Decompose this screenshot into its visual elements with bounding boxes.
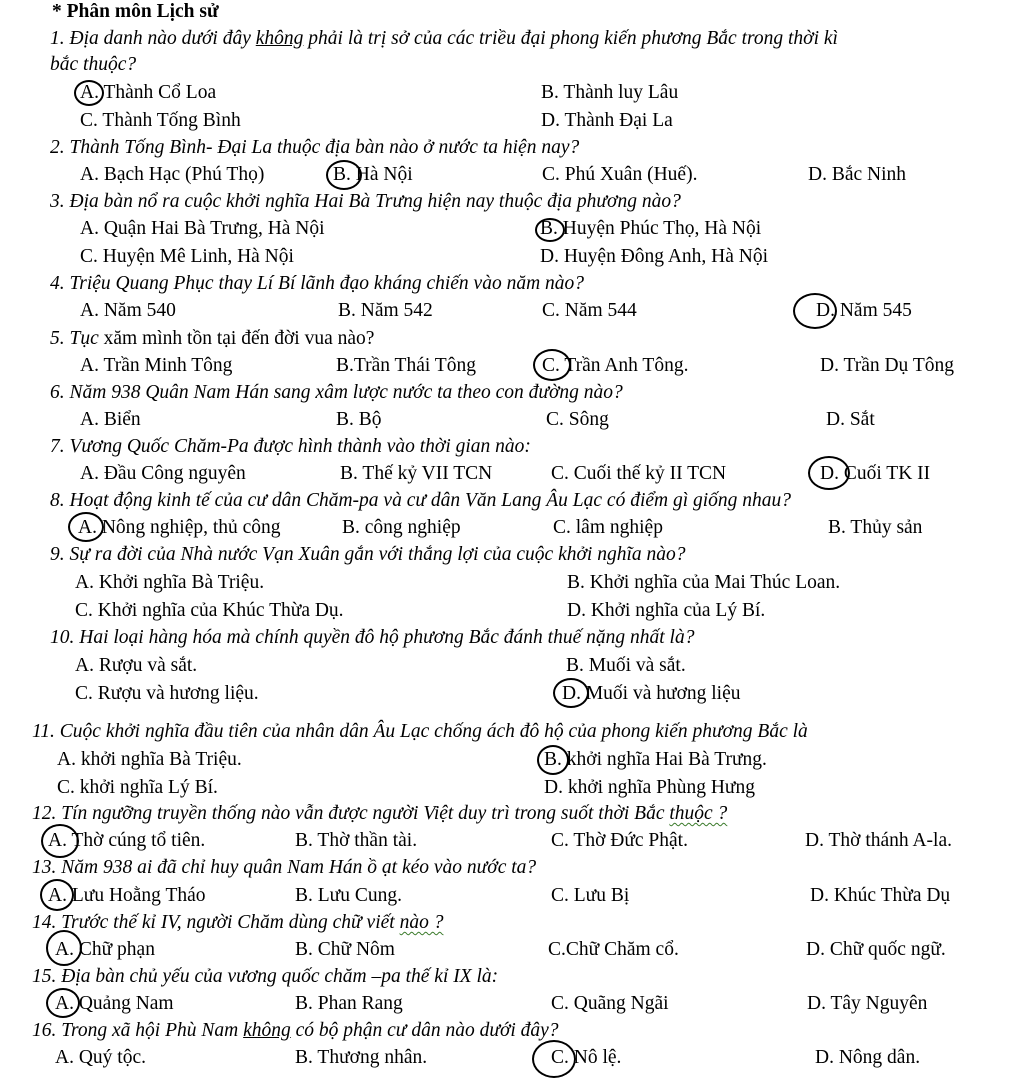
- answer-circle-q15: [46, 988, 80, 1018]
- q13-option-a[interactable]: A. Lưu Hoằng Tháo: [48, 885, 206, 906]
- q14-option-c[interactable]: C.Chữ Chăm cổ.: [548, 939, 679, 960]
- q13-option-d[interactable]: D. Khúc Thừa Dụ: [810, 885, 951, 906]
- q9-option-c[interactable]: C. Khởi nghĩa của Khúc Thừa Dụ.: [75, 600, 344, 621]
- q1-option-d[interactable]: D. Thành Đại La: [541, 110, 673, 131]
- answer-circle-q8: [68, 512, 104, 542]
- answer-circle-q12: [41, 824, 79, 858]
- q8-option-b[interactable]: B. công nghiệp: [342, 517, 461, 538]
- question-1-text-cont: bắc thuộc?: [50, 54, 137, 75]
- q16-option-d[interactable]: D. Nông dân.: [815, 1047, 921, 1068]
- q14-text: 14. Trước thế kỉ IV, người Chăm dùng chữ viết: [32, 912, 400, 933]
- q6-option-c[interactable]: C. Sông: [546, 409, 609, 430]
- question-8-text: 8. Hoạt động kinh tế của cư dân Chăm-pa và cư dân Văn Lang Âu Lạc có điểm gì giống nhau?: [50, 490, 792, 511]
- q1-option-c[interactable]: C. Thành Tống Bình: [80, 110, 241, 131]
- q13-option-c[interactable]: C. Lưu Bị: [551, 885, 630, 906]
- q9-option-a[interactable]: A. Khởi nghĩa Bà Triệu.: [75, 572, 265, 593]
- q5-option-c[interactable]: C. Trần Anh Tông.: [542, 355, 689, 376]
- q14-option-a[interactable]: A. Chữ phạn: [55, 939, 155, 960]
- q14-option-b[interactable]: B. Chữ Nôm: [295, 939, 395, 960]
- q14-text-wavy: nào ?: [399, 912, 444, 933]
- q4-option-c[interactable]: C. Năm 544: [542, 300, 637, 321]
- q12-text-wavy: thuộc ?: [669, 803, 728, 824]
- q2-option-d[interactable]: D. Bắc Ninh: [808, 164, 907, 185]
- q16-text-underlined: không: [243, 1020, 291, 1041]
- q15-option-d[interactable]: D. Tây Nguyên: [807, 993, 928, 1014]
- q14-option-d[interactable]: D. Chữ quốc ngữ.: [806, 939, 946, 960]
- q4-option-a[interactable]: A. Năm 540: [80, 300, 176, 321]
- question-6-text: 6. Năm 938 Quân Nam Hán sang xâm lược nước ta theo con đường nào?: [50, 382, 623, 403]
- answer-circle-q4: [793, 293, 837, 329]
- q7-option-b[interactable]: B. Thế kỷ VII TCN: [340, 463, 493, 484]
- q5-text-rest: xăm mình tồn tại đến đời vua nào?: [98, 328, 375, 349]
- q9-option-b[interactable]: B. Khởi nghĩa của Mai Thúc Loan.: [567, 572, 841, 593]
- q1-text-underlined: không: [255, 28, 304, 49]
- q11-option-b[interactable]: B. khởi nghĩa Hai Bà Trưng.: [544, 749, 767, 770]
- q10-option-d[interactable]: D. Muối và hương liệu: [562, 683, 741, 704]
- answer-circle-q5: [533, 349, 571, 381]
- q15-option-a[interactable]: A. Quảng Nam: [55, 993, 174, 1014]
- q1-option-a[interactable]: A. Thành Cổ Loa: [80, 82, 217, 103]
- q6-option-a[interactable]: A. Biển: [80, 409, 141, 430]
- q1-option-b[interactable]: B. Thành luy Lâu: [541, 82, 679, 103]
- question-5-text: [50, 327, 374, 351]
- q2-option-b[interactable]: B. Hà Nội: [333, 164, 413, 185]
- q3-option-b[interactable]: B. Huyện Phúc Thọ, Hà Nội: [540, 218, 762, 239]
- q11-option-d[interactable]: D. khởi nghĩa Phùng Hưng: [544, 777, 756, 798]
- q8-option-d[interactable]: B. Thủy sản: [828, 517, 923, 538]
- answer-circle-q1: [74, 80, 104, 106]
- q12-option-a[interactable]: A. Thờ cúng tổ tiên.: [48, 830, 206, 851]
- q7-option-d[interactable]: D. Cuối TK II: [820, 463, 931, 484]
- answer-circle-q11: [537, 745, 569, 775]
- q10-option-b[interactable]: B. Muối và sắt.: [566, 655, 686, 676]
- q8-option-a[interactable]: A. Nông nghiệp, thủ công: [78, 517, 281, 538]
- question-11-text: 11. Cuộc khởi nghĩa đầu tiên của nhân dân Âu Lạc chống ách đô hộ của phong kiến phương Bắc là: [32, 721, 808, 742]
- q5-option-b[interactable]: B.Trần Thái Tông: [336, 355, 476, 376]
- q16-option-b[interactable]: B. Thương nhân.: [295, 1047, 428, 1068]
- q12-option-b[interactable]: B. Thờ thần tài.: [295, 830, 418, 851]
- q11-option-c[interactable]: C. khởi nghĩa Lý Bí.: [57, 777, 218, 798]
- q16-text-a: 16. Trong xã hội Phù Nam: [32, 1020, 244, 1041]
- q4-option-b[interactable]: B. Năm 542: [338, 300, 433, 321]
- question-16-text: [32, 1019, 559, 1043]
- question-7-text: 7. Vương Quốc Chăm-Pa được hình thành vào thời gian nào:: [50, 436, 531, 457]
- question-4-text: 4. Triệu Quang Phục thay Lí Bí lãnh đạo kháng chiến vào năm nào?: [50, 273, 585, 294]
- q6-option-b[interactable]: B. Bộ: [336, 409, 382, 430]
- q7-option-a[interactable]: A. Đầu Công nguyên: [80, 463, 246, 484]
- q4-option-d[interactable]: D. Năm 545: [816, 300, 912, 321]
- question-10-text: 10. Hai loại hàng hóa mà chính quyền đô hộ phương Bắc đánh thuế nặng nhất là?: [50, 627, 695, 648]
- question-2-text: 2. Thành Tống Bình- Đại La thuộc địa bàn nào ở nước ta hiện nay?: [50, 137, 580, 158]
- q7-option-c[interactable]: C. Cuối thế kỷ II TCN: [551, 463, 727, 484]
- q8-option-c[interactable]: C. lâm nghiệp: [553, 517, 663, 538]
- question-12-text: [32, 802, 727, 826]
- q16-option-a[interactable]: A. Quý tộc.: [55, 1047, 146, 1068]
- answer-circle-q16: [532, 1040, 576, 1078]
- q10-option-a[interactable]: A. Rượu và sắt.: [75, 655, 198, 676]
- q12-text: 12. Tín ngưỡng truyền thống nào vẫn được người Việt duy trì trong suốt thời Bắc: [32, 803, 670, 824]
- q10-option-c[interactable]: C. Rượu và hương liệu.: [75, 683, 259, 704]
- question-14-text: [32, 911, 443, 935]
- q11-option-a[interactable]: A. khởi nghĩa Bà Triệu.: [57, 749, 242, 770]
- question-9-text: 9. Sự ra đời của Nhà nước Vạn Xuân gắn với thắng lợi của cuộc khởi nghĩa nào?: [50, 544, 686, 565]
- q15-option-c[interactable]: C. Quãng Ngãi: [551, 993, 669, 1014]
- answer-circle-q3: [535, 218, 565, 242]
- question-3-text: 3. Địa bàn nổ ra cuộc khởi nghĩa Hai Bà Trưng hiện nay thuộc địa phương nào?: [50, 191, 681, 212]
- answer-circle-q13: [40, 879, 74, 911]
- q5-text-italic: 5. Tục: [50, 328, 99, 349]
- q3-option-c[interactable]: C. Huyện Mê Linh, Hà Nội: [80, 246, 294, 267]
- question-1-text: [50, 27, 838, 51]
- q9-option-d[interactable]: D. Khởi nghĩa của Lý Bí.: [567, 600, 766, 621]
- q3-option-d[interactable]: D. Huyện Đông Anh, Hà Nội: [540, 246, 769, 267]
- q12-option-c[interactable]: C. Thờ Đức Phật.: [551, 830, 688, 851]
- q12-option-d[interactable]: D. Thờ thánh A-la.: [805, 830, 952, 851]
- answer-circle-q7: [808, 456, 850, 490]
- q15-option-b[interactable]: B. Phan Rang: [295, 993, 403, 1014]
- q3-option-a[interactable]: A. Quận Hai Bà Trưng, Hà Nội: [80, 218, 325, 239]
- q13-option-b[interactable]: B. Lưu Cung.: [295, 885, 402, 906]
- question-15-text: 15. Địa bàn chủ yếu của vương quốc chăm –pa thế kỉ IX là:: [32, 966, 499, 987]
- answer-circle-q2: [326, 160, 362, 190]
- q2-option-a[interactable]: A. Bạch Hạc (Phú Thọ): [80, 164, 265, 185]
- answer-circle-q14: [46, 930, 82, 966]
- q6-option-d[interactable]: D. Sắt: [826, 409, 875, 430]
- section-title: * Phân môn Lịch sử: [52, 1, 219, 22]
- q1-text-a: 1. Địa danh nào dưới đây: [50, 28, 256, 49]
- q2-option-c[interactable]: C. Phú Xuân (Huế).: [542, 164, 698, 185]
- q16-text-b: có bộ phận cư dân nào dưới đây?: [290, 1020, 559, 1041]
- q16-option-c[interactable]: C. Nô lệ.: [551, 1047, 622, 1068]
- q5-option-a[interactable]: A. Trần Minh Tông: [80, 355, 233, 376]
- answer-circle-q10: [553, 678, 589, 708]
- q1-text-b: phải là trị sở của các triều đại phong kiến phương Bắc trong thời kì: [303, 28, 838, 49]
- q5-option-d[interactable]: D. Trần Dụ Tông: [820, 355, 954, 376]
- question-13-text: 13. Năm 938 ai đã chỉ huy quân Nam Hán ồ ạt kéo vào nước ta?: [32, 857, 537, 878]
